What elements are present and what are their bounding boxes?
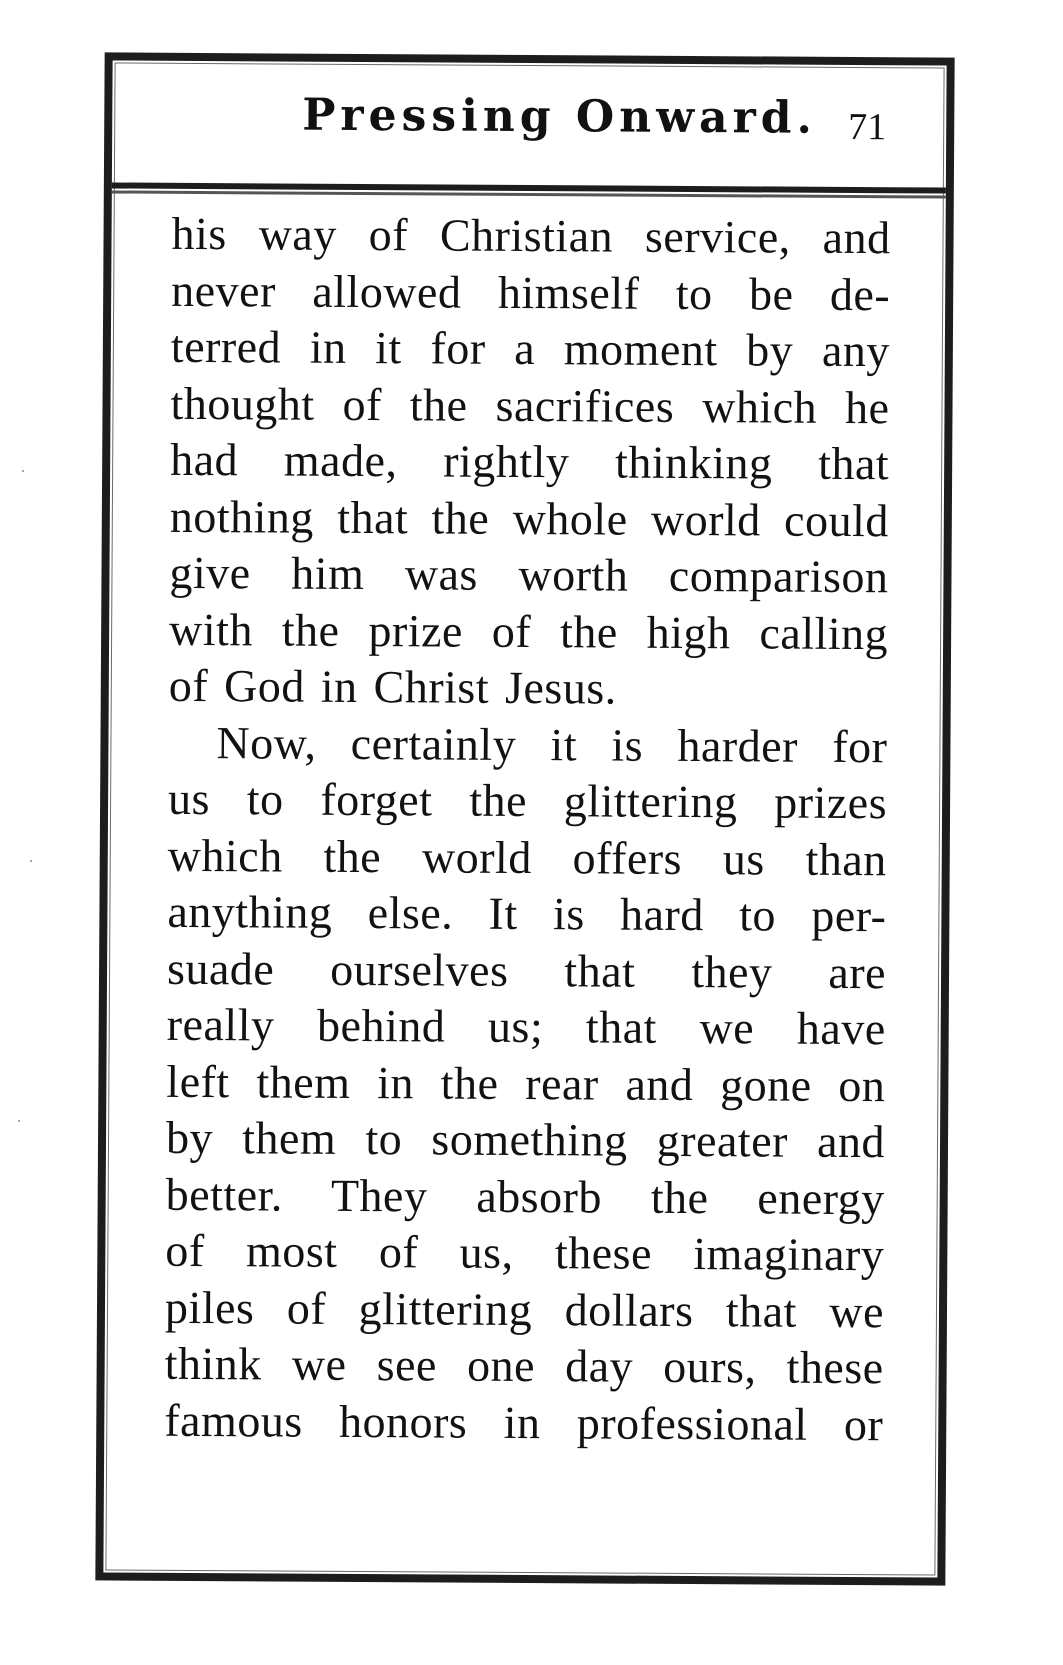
text-line: nothing that the whole world could xyxy=(169,490,889,546)
body-text xyxy=(164,206,891,1453)
text-line: thought of the sacrifices which he xyxy=(170,377,890,433)
text-line: us to forget the glittering prizes xyxy=(167,772,888,829)
text-line: had made, rightly thinking that xyxy=(170,433,890,490)
text-line: really behind us; that we have xyxy=(166,998,886,1055)
text-line: with the prize of the high calling xyxy=(168,603,889,659)
paragraph-start-line: Now, certainly it is harder for xyxy=(216,716,888,772)
text-line: by them to something greater and xyxy=(165,1111,886,1168)
text-line: of most of us, these imaginary xyxy=(165,1224,885,1281)
text-line: anything else. It is hard to per- xyxy=(167,885,887,942)
paper-speck xyxy=(18,1120,20,1122)
text-line: his way of Christian service, and xyxy=(171,207,891,264)
text-line: left them in the rear and gone on xyxy=(166,1055,886,1111)
text-line: think we see one day ours, these xyxy=(164,1337,884,1394)
text-line: give him was worth comparison xyxy=(169,546,889,603)
text-line: of God in Christ Jesus. xyxy=(168,659,617,714)
text-line: never allowed himself to be de- xyxy=(171,264,891,320)
running-title: Pressing Onward. xyxy=(302,89,818,144)
paper-speck xyxy=(22,470,24,472)
page-number: 71 xyxy=(848,105,887,149)
text-line: terred in it for a moment by any xyxy=(170,320,891,377)
text-line: better. They absorb the energy xyxy=(165,1168,885,1224)
text-line: suade ourselves that they are xyxy=(166,942,887,998)
text-line: piles of glittering dollars that we xyxy=(164,1281,885,1337)
running-header xyxy=(112,60,947,193)
page-border-frame xyxy=(95,52,954,1585)
paper-speck xyxy=(30,860,32,862)
text-line: which the world offers us than xyxy=(167,829,887,885)
text-line: famous honors in professional or xyxy=(164,1394,884,1450)
